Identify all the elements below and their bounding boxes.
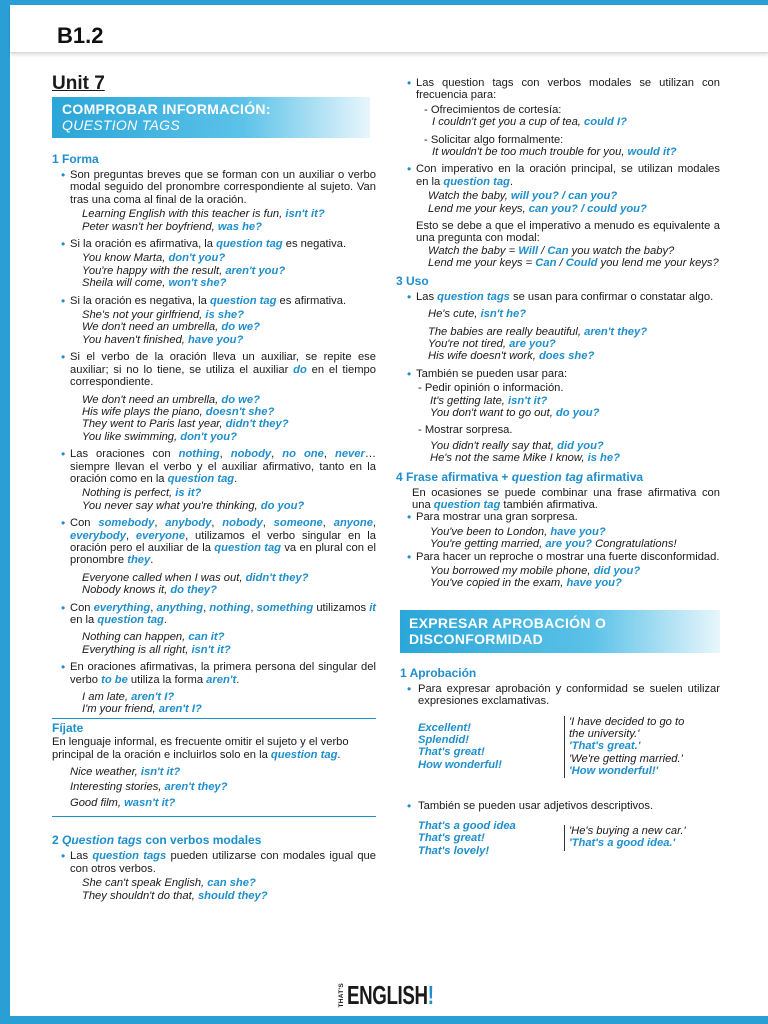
example-line: Nothing can happen, can it?	[82, 631, 225, 644]
level-label: B1.2	[57, 23, 104, 48]
example-line: You're not tired, are you?	[428, 337, 556, 350]
affirmative-tag-text: En ocasiones se puede combinar una frase afirmativa con una question tag también afirmativa.	[412, 486, 720, 511]
logo-english: ENGLISH!	[347, 980, 434, 1010]
bullet-also-used: • También se pueden usar para:	[398, 368, 720, 380]
example-line: Everyone called when I was out, didn't they?	[82, 571, 309, 584]
example-line: He's cute, isn't he?	[428, 308, 527, 321]
left-frame-stripe	[0, 0, 10, 1024]
thats-english-logo	[338, 980, 467, 1008]
bullet-modal-uses: • Las question tags con verbos modales se utilizan con frecuencia para:	[398, 77, 720, 102]
imperative-note: Esto se debe a que el imperativo a menudo es equivalente a una pregunta con modal:	[416, 220, 720, 245]
example-line: You borrowed my mobile phone, did you?	[430, 565, 641, 577]
example-line: Interesting stories, aren't they?	[70, 781, 228, 794]
left-column	[52, 73, 376, 902]
example-line: You're happy with the result, aren't you?	[82, 264, 286, 277]
right-column	[398, 77, 720, 857]
heading-aprobacion: 1 Aprobación	[400, 665, 477, 680]
example-line: I'm your friend, aren't I?	[82, 703, 202, 716]
logo-thats: THAT'S	[338, 983, 345, 1008]
bullet-modals: • Las question tags pueden utilizarse con modales igual que con otros verbos.	[52, 850, 376, 875]
example-line: You've copied in the exam, have you?	[430, 577, 622, 590]
sub-item: - Solicitar algo formalmente:	[424, 133, 564, 146]
example-line: The babies are really beautiful, aren't they?	[428, 325, 648, 338]
example-line: Good film, wasn't it?	[70, 796, 176, 809]
bullet-reproach: • Para hacer un reproche o mostrar una fuerte disconformidad.	[398, 551, 720, 563]
banner-line-1: EXPRESAR APROBACIÓN O	[409, 614, 607, 631]
example-line: They shouldn't do that, should they?	[82, 889, 268, 902]
example-line: Sheila will come, won't she?	[82, 277, 227, 290]
page-header	[10, 5, 768, 53]
adjective-list: That's a good idea That's great! That's lovely!	[418, 820, 516, 857]
example-line: You haven't finished, have you?	[82, 333, 244, 346]
section-banner-approval	[400, 610, 720, 653]
approval-examples-1	[418, 716, 720, 778]
section-banner-question-tags	[52, 97, 370, 138]
heading-modal-verbs: 2 Question tags con verbos modales	[52, 833, 262, 848]
bullet-definition	[52, 169, 376, 206]
example-line: You've been to London, have you?	[430, 525, 606, 538]
bullet-negative: • Si la oración es negativa, la question tag es afirmativa.	[52, 295, 376, 307]
bullet-surprise: • Para mostrar una gran sorpresa.	[398, 511, 720, 523]
bullet-first-person: • En oraciones afirmativas, la primera persona del singular del verbo to be utiliza la forma aren't.	[52, 661, 376, 686]
dialogue-list: 'I have decided to go to the university.' 'That's great.' 'We're getting married.' 'How wonderful!'	[564, 716, 704, 778]
example-line: Peter wasn't her boyfriend, was he?	[82, 220, 262, 233]
example-line: Nice weather, isn't it?	[70, 766, 181, 779]
example-line: She can't speak English, can she?	[82, 877, 256, 890]
example-line: She's not your girlfriend, is she?	[82, 309, 244, 322]
fijate-box	[52, 718, 376, 817]
example-line: You don't want to go out, do you?	[430, 406, 600, 419]
sub-item: - Ofrecimientos de cortesía:	[424, 103, 562, 116]
bullet-everything-anything: • Con everything, anything, nothing, something utilizamos it en la question tag.	[52, 602, 376, 627]
example-line: Lend me your keys, can you? / could you?	[428, 202, 647, 215]
example-line: It's getting late, isn't it?	[430, 394, 548, 407]
approval-examples-2	[418, 820, 720, 857]
heading-uso: 3 Uso	[396, 273, 429, 288]
banner-line-2: DISCONFORMIDAD	[409, 630, 544, 647]
example-line: He's not the same Mike I know, is he?	[430, 452, 620, 465]
example-line: We don't need an umbrella, do we?	[82, 321, 260, 334]
example-line: Everything is all right, isn't it?	[82, 643, 231, 656]
bottom-frame-stripe	[0, 1016, 768, 1024]
example-line: I am late, aren't I?	[82, 691, 175, 704]
bullet-somebody-anybody: • Con somebody, anybody, nobody, someone, anyone, everybody, everyone, utilizamos el verbo singular en la oración pero el auxiliar de la question tag va en plural con el pronombre they.	[52, 517, 376, 567]
example-line: Nothing is perfect, is it?	[82, 487, 202, 500]
bullet-nothing-nobody: • Las oraciones con nothing, nobody, no one, never… siempre llevan el verbo y el auxiliar afirmativo, tanto en la oración como en la question tag.	[52, 448, 376, 485]
bullet-affirmative: • Si la oración es afirmativa, la question tag es negativa.	[52, 238, 376, 250]
exclamation-list: Excellent! Splendid! That's great! How wonderful!	[418, 721, 502, 771]
bullet-confirm: • Las question tags se usan para confirmar o constatar algo.	[398, 291, 720, 303]
banner-line-2: QUESTION TAGS	[62, 117, 180, 133]
fijate-text: En lenguaje informal, es frecuente omitir el sujeto y el verbo principal de la oración e incluirlos solo en la question tag.	[52, 736, 349, 761]
unit-title: Unit 7	[52, 73, 105, 94]
sub-item: - Mostrar sorpresa.	[418, 424, 513, 437]
example-line: Learning English with this teacher is fun, isn't it?	[82, 208, 325, 221]
fijate-title: Fíjate	[52, 720, 84, 735]
dialogue-list: 'He's buying a new car.' 'That's a good idea.'	[564, 825, 704, 851]
example-line: Nobody knows it, do they?	[82, 584, 217, 597]
example-line: You didn't really say that, did you?	[430, 439, 604, 452]
example-line: They went to Paris last year, didn't they?	[82, 418, 289, 431]
example-line: You like swimming, don't you?	[82, 430, 237, 443]
example-line: You know Marta, don't you?	[82, 252, 226, 265]
example-line: His wife plays the piano, doesn't she?	[82, 405, 275, 418]
example-line: His wife doesn't work, does she?	[428, 350, 595, 363]
bullet-text: • Son preguntas breves que se forman con un auxiliar o verbo modal seguido del pronombre correspondiente al sujeto. Van tras una coma al final de la oración.	[70, 169, 376, 206]
bullet-exclamations: • Para expresar aprobación y conformidad se suelen utilizar expresiones exclamativas.	[398, 683, 720, 708]
heading-affirmative-tag: 4 Frase afirmativa + question tag afirmativa	[396, 469, 644, 484]
example-line: You're getting married, are you? Congratulations!	[430, 538, 677, 551]
bullet-imperative: • Con imperativo en la oración principal, se utilizan modales en la question tag.	[398, 163, 720, 188]
bullet-auxiliary: • Si el verbo de la oración lleva un auxiliar, se repite ese auxiliar; si no lo tiene, se utiliza el auxiliar do en el tiempo correspondiente.	[52, 351, 376, 388]
example-line: Watch the baby = Will / Can you watch the baby?	[428, 244, 675, 257]
example-line: I couldn't get you a cup of tea, could I?	[432, 116, 627, 129]
heading-forma: 1 Forma	[52, 152, 99, 166]
example-line: Lend me your keys = Can / Could you lend me your keys?	[428, 257, 719, 270]
example-line: Watch the baby, will you? / can you?	[428, 190, 618, 203]
banner-line-1: COMPROBAR INFORMACIÓN:	[62, 101, 271, 117]
bullet-adjectives: • También se pueden usar adjetivos descriptivos.	[398, 800, 720, 812]
sub-item: - Pedir opinión o información.	[418, 382, 564, 395]
example-line: It wouldn't be too much trouble for you, would it?	[432, 146, 677, 159]
example-line: You never say what you're thinking, do you?	[82, 499, 305, 512]
example-line: We don't need an umbrella, do we?	[82, 393, 260, 406]
